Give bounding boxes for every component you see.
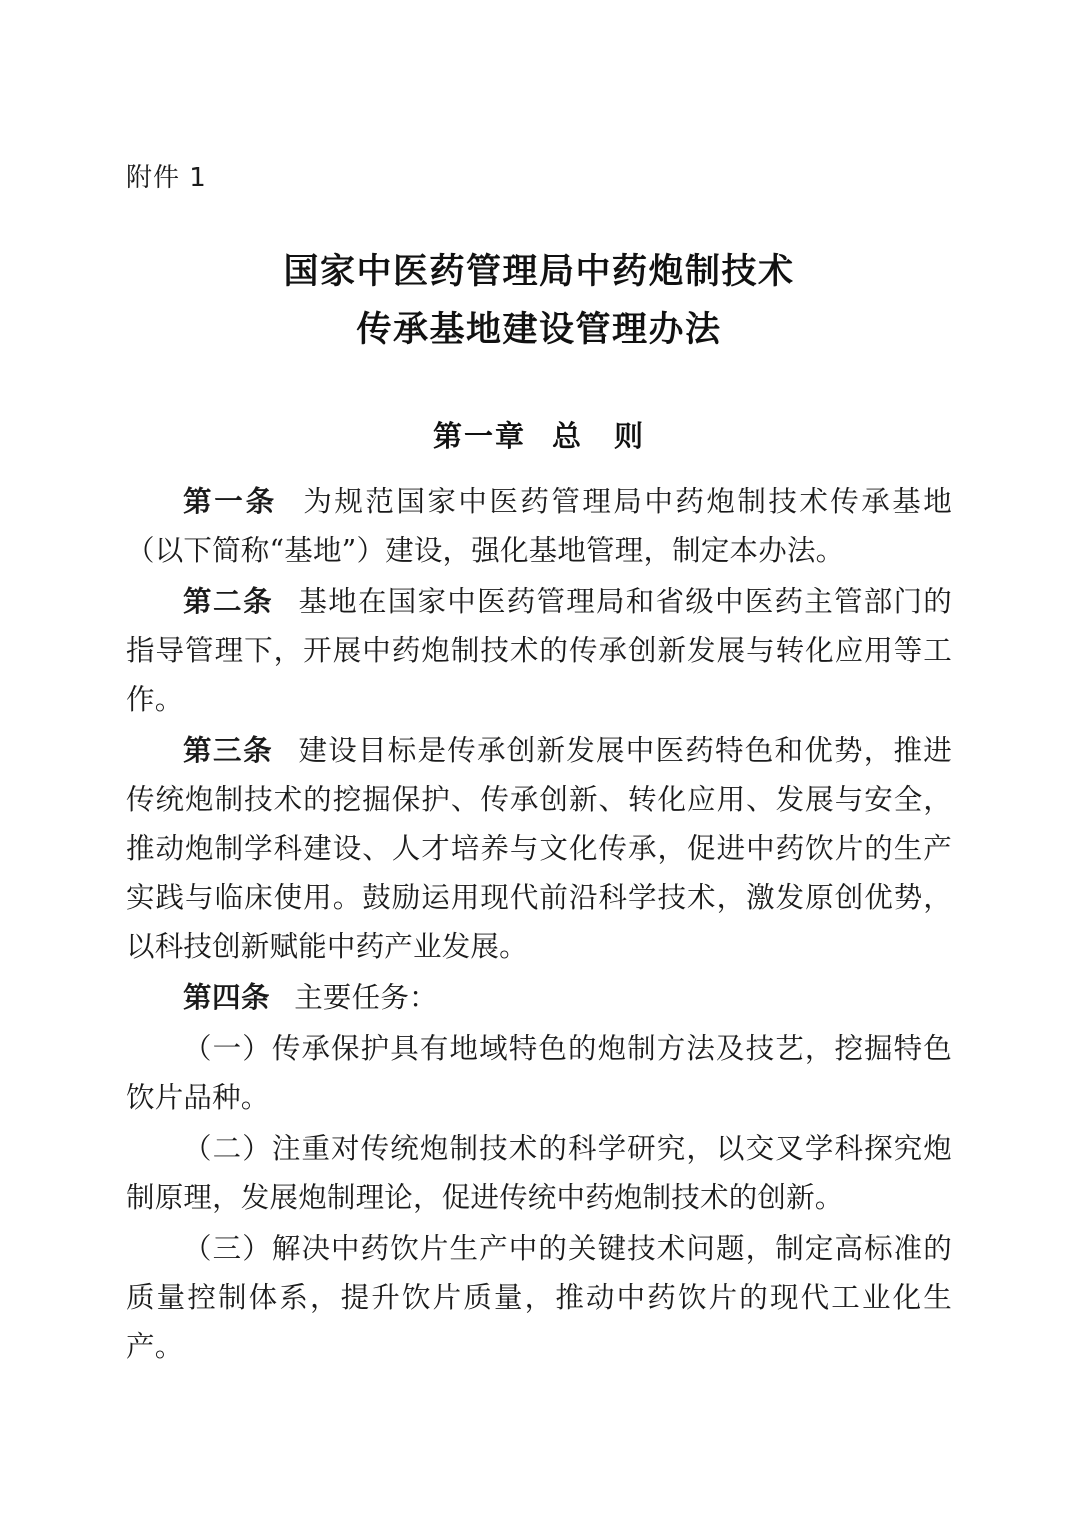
article-text: 基地在国家中医药管理局和省级中医药主管部门的指导管理下，开展中药炮制技术的传承创新发展与转化应用等工作。 [126, 584, 952, 716]
list-item: （一）传承保护具有地域特色的炮制方法及技艺，挖掘特色饮片品种。 [126, 1032, 952, 1115]
document-content [126, 0, 952, 1371]
article-paragraph [126, 477, 952, 575]
article-text: 为规范国家中医药管理局中药炮制技术传承基地（以下简称“基地”）建设，强化基地管理，制定本办法。 [126, 484, 952, 567]
chapter-name: 总 则 [552, 418, 646, 453]
article-number: 第一条 [183, 484, 277, 518]
attachment-label: 附件 1 [126, 163, 207, 193]
article-text: 主要任务： [294, 981, 438, 1015]
page-title-line-2: 传承基地建设管理办法 [356, 310, 722, 351]
list-item: （三）解决中药饮片生产中的关键技术问题，制定高标准的质量控制体系，提升饮片质量，推动中药饮片的现代工业化生产。 [126, 1232, 952, 1364]
article-number: 第二条 [183, 584, 274, 618]
article-number: 第四条 [183, 981, 271, 1015]
article-paragraph [126, 726, 952, 971]
page-title-line-1: 国家中医药管理局中药炮制技术 [283, 252, 795, 293]
chapter-heading [126, 414, 952, 455]
article-paragraph [126, 577, 952, 724]
chapter-number: 第一章 [432, 418, 526, 453]
article-paragraph [126, 973, 952, 1022]
article-number: 第三条 [183, 733, 274, 767]
page-title [126, 244, 952, 360]
list-item: （二）注重对传统炮制技术的科学研究，以交叉学科探究炮制原理，发展炮制理论，促进传统中药炮制技术的创新。 [126, 1132, 952, 1215]
article-text: 建设目标是传承创新发展中医药特色和优势，推进传统炮制技术的挖掘保护、传承创新、转化应用、发展与安全，推动炮制学科建设、人才培养与文化传承，促进中药饮片的生产实践与临床使用。鼓励运用现代前沿科学技术，激发原创优势，以科技创新赋能中药产业发展。 [126, 733, 952, 964]
